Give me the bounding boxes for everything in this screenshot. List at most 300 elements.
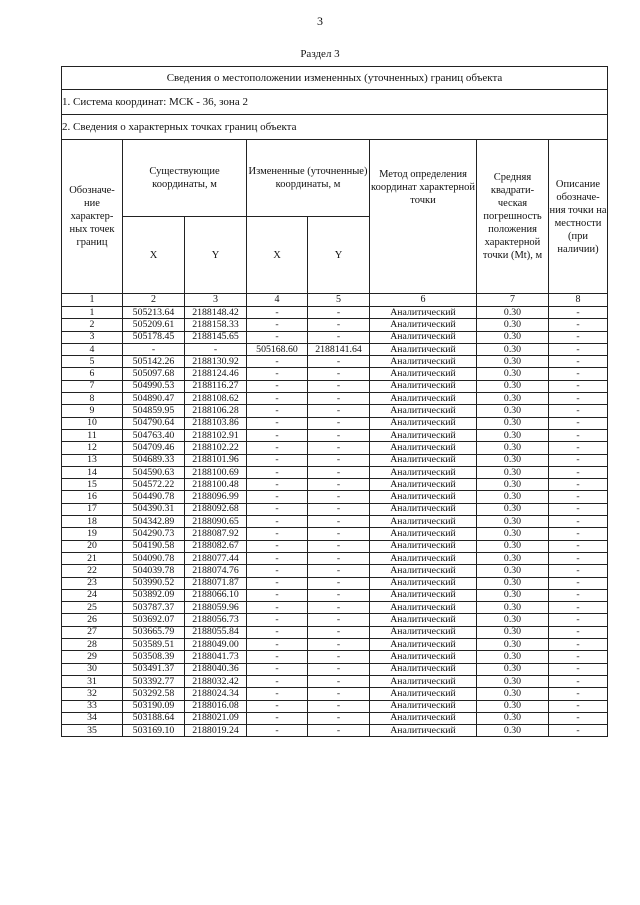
column-number: 5 (308, 294, 370, 307)
cell-changed-x: - (247, 393, 308, 405)
table-row (62, 626, 608, 638)
cell-existing-y: 2188074.76 (185, 565, 247, 577)
cell-existing-x: 504090.78 (123, 552, 185, 564)
cell-changed-y: - (308, 639, 370, 651)
cell-description: - (549, 356, 608, 368)
cell-method: Аналитический (370, 700, 477, 712)
cell-point-number: 2 (62, 319, 123, 331)
cell-description: - (549, 516, 608, 528)
cell-description: - (549, 602, 608, 614)
cell-changed-x: - (247, 577, 308, 589)
column-number: 3 (185, 294, 247, 307)
cell-existing-y: 2188082.67 (185, 540, 247, 552)
cell-description: - (549, 417, 608, 429)
cell-point-number: 10 (62, 417, 123, 429)
cell-description: - (549, 614, 608, 626)
table-row (62, 307, 608, 319)
cell-changed-y: - (308, 393, 370, 405)
cell-mean-error: 0.30 (477, 602, 549, 614)
cell-changed-x: - (247, 356, 308, 368)
cell-method: Аналитический (370, 602, 477, 614)
cell-existing-y: 2188106.28 (185, 405, 247, 417)
cell-changed-x: - (247, 552, 308, 564)
cell-existing-x: 505178.45 (123, 331, 185, 343)
cell-method: Аналитический (370, 577, 477, 589)
cell-point-number: 5 (62, 356, 123, 368)
cell-mean-error: 0.30 (477, 491, 549, 503)
cell-existing-y: 2188032.42 (185, 675, 247, 687)
cell-existing-y: 2188040.36 (185, 663, 247, 675)
cell-point-number: 21 (62, 552, 123, 564)
table-row (62, 589, 608, 601)
cell-description: - (549, 651, 608, 663)
cell-point-number: 4 (62, 343, 123, 355)
cell-mean-error: 0.30 (477, 319, 549, 331)
cell-description: - (549, 466, 608, 478)
cell-existing-x: 504390.31 (123, 503, 185, 515)
cell-changed-y: - (308, 577, 370, 589)
cell-existing-x: 503787.37 (123, 602, 185, 614)
cell-changed-x: - (247, 380, 308, 392)
cell-mean-error: 0.30 (477, 356, 549, 368)
cell-existing-y: 2188108.62 (185, 393, 247, 405)
cell-mean-error: 0.30 (477, 479, 549, 491)
table-row (62, 368, 608, 380)
cell-description: - (549, 626, 608, 638)
cell-existing-y: 2188049.00 (185, 639, 247, 651)
cell-point-number: 7 (62, 380, 123, 392)
cell-mean-error: 0.30 (477, 417, 549, 429)
cell-point-number: 13 (62, 454, 123, 466)
cell-changed-y: - (308, 417, 370, 429)
cell-method: Аналитический (370, 725, 477, 737)
cell-changed-x: 505168.60 (247, 343, 308, 355)
cell-changed-x: - (247, 614, 308, 626)
cell-changed-x: - (247, 528, 308, 540)
cell-mean-error: 0.30 (477, 429, 549, 441)
cell-changed-x: - (247, 663, 308, 675)
cell-changed-x: - (247, 516, 308, 528)
header-point-designation: Обозначе-ние характер-ных точек границ (62, 140, 123, 294)
table-row (62, 503, 608, 515)
cell-mean-error: 0.30 (477, 651, 549, 663)
table-row (62, 319, 608, 331)
cell-changed-y: - (308, 380, 370, 392)
cell-existing-x: 504763.40 (123, 429, 185, 441)
cell-changed-y: - (308, 663, 370, 675)
table-row (62, 688, 608, 700)
cell-existing-x: 503692.07 (123, 614, 185, 626)
cell-point-number: 1 (62, 307, 123, 319)
column-number: 2 (123, 294, 185, 307)
cell-method: Аналитический (370, 393, 477, 405)
cell-changed-y: - (308, 516, 370, 528)
cell-existing-y: 2188148.42 (185, 307, 247, 319)
table-row (62, 651, 608, 663)
cell-description: - (549, 479, 608, 491)
cell-existing-x: 505142.26 (123, 356, 185, 368)
cell-existing-x: 504890.47 (123, 393, 185, 405)
cell-description: - (549, 319, 608, 331)
cell-method: Аналитический (370, 626, 477, 638)
cell-description: - (549, 663, 608, 675)
cell-changed-y: - (308, 429, 370, 441)
table-row (62, 393, 608, 405)
table-row (62, 491, 608, 503)
cell-mean-error: 0.30 (477, 393, 549, 405)
header-mean-error: Средняя квадрати-ческая погрешность положения характерной точки (Mt), м (477, 140, 549, 294)
cell-existing-x: 503665.79 (123, 626, 185, 638)
cell-changed-y: - (308, 454, 370, 466)
header-changed-y: Y (308, 217, 370, 294)
cell-mean-error: 0.30 (477, 442, 549, 454)
cell-existing-x: 503589.51 (123, 639, 185, 651)
table-row (62, 380, 608, 392)
boundary-points-table (61, 66, 608, 737)
table-row (62, 700, 608, 712)
table-row (62, 343, 608, 355)
cell-existing-x: 503169.10 (123, 725, 185, 737)
cell-mean-error: 0.30 (477, 405, 549, 417)
cell-method: Аналитический (370, 343, 477, 355)
cell-changed-y: 2188141.64 (308, 343, 370, 355)
table-row (62, 429, 608, 441)
cell-existing-x: 503188.64 (123, 712, 185, 724)
cell-changed-x: - (247, 651, 308, 663)
cell-method: Аналитический (370, 663, 477, 675)
cell-point-number: 30 (62, 663, 123, 675)
table-row (62, 417, 608, 429)
cell-changed-x: - (247, 454, 308, 466)
cell-method: Аналитический (370, 614, 477, 626)
cell-changed-y: - (308, 565, 370, 577)
cell-method: Аналитический (370, 491, 477, 503)
cell-method: Аналитический (370, 565, 477, 577)
cell-existing-y: 2188158.33 (185, 319, 247, 331)
cell-changed-x: - (247, 700, 308, 712)
cell-description: - (549, 589, 608, 601)
table-row (62, 331, 608, 343)
cell-description: - (549, 540, 608, 552)
column-number: 6 (370, 294, 477, 307)
cell-description: - (549, 393, 608, 405)
cell-changed-y: - (308, 688, 370, 700)
cell-description: - (549, 675, 608, 687)
cell-changed-x: - (247, 602, 308, 614)
cell-method: Аналитический (370, 466, 477, 478)
cell-mean-error: 0.30 (477, 688, 549, 700)
cell-method: Аналитический (370, 380, 477, 392)
cell-description: - (549, 688, 608, 700)
cell-method: Аналитический (370, 712, 477, 724)
cell-mean-error: 0.30 (477, 626, 549, 638)
cell-changed-y: - (308, 491, 370, 503)
cell-existing-x: 505213.64 (123, 307, 185, 319)
cell-existing-x: 505209.61 (123, 319, 185, 331)
column-number: 4 (247, 294, 308, 307)
cell-point-number: 26 (62, 614, 123, 626)
cell-changed-y: - (308, 319, 370, 331)
cell-changed-y: - (308, 552, 370, 564)
cell-changed-x: - (247, 565, 308, 577)
cell-point-number: 9 (62, 405, 123, 417)
cell-method: Аналитический (370, 454, 477, 466)
cell-mean-error: 0.30 (477, 712, 549, 724)
table-row (62, 725, 608, 737)
header-existing-y: Y (185, 217, 247, 294)
cell-description: - (549, 503, 608, 515)
cell-existing-x: 503491.37 (123, 663, 185, 675)
cell-changed-x: - (247, 417, 308, 429)
cell-existing-y: 2188077.44 (185, 552, 247, 564)
cell-point-number: 16 (62, 491, 123, 503)
cell-description: - (549, 368, 608, 380)
cell-mean-error: 0.30 (477, 565, 549, 577)
cell-existing-x: - (123, 343, 185, 355)
cell-changed-y: - (308, 712, 370, 724)
cell-existing-y: 2188130.92 (185, 356, 247, 368)
table-row (62, 577, 608, 589)
table-row (62, 540, 608, 552)
cell-changed-x: - (247, 307, 308, 319)
cell-existing-x: 504342.89 (123, 516, 185, 528)
cell-point-number: 29 (62, 651, 123, 663)
cell-method: Аналитический (370, 688, 477, 700)
cell-changed-x: - (247, 442, 308, 454)
cell-changed-y: - (308, 626, 370, 638)
cell-description: - (549, 454, 608, 466)
cell-method: Аналитический (370, 675, 477, 687)
cell-point-number: 6 (62, 368, 123, 380)
points-heading: 2. Сведения о характерных точках границ объекта (62, 115, 608, 140)
cell-existing-y: 2188102.91 (185, 429, 247, 441)
table-row (62, 466, 608, 478)
cell-changed-x: - (247, 626, 308, 638)
cell-point-number: 14 (62, 466, 123, 478)
cell-point-number: 34 (62, 712, 123, 724)
cell-existing-y: 2188090.65 (185, 516, 247, 528)
cell-changed-y: - (308, 442, 370, 454)
cell-mean-error: 0.30 (477, 466, 549, 478)
cell-existing-y: 2188100.69 (185, 466, 247, 478)
cell-description: - (549, 429, 608, 441)
table-row (62, 712, 608, 724)
cell-method: Аналитический (370, 368, 477, 380)
cell-method: Аналитический (370, 589, 477, 601)
cell-changed-y: - (308, 528, 370, 540)
cell-point-number: 18 (62, 516, 123, 528)
cell-changed-x: - (247, 479, 308, 491)
section-label: Раздел 3 (300, 48, 340, 60)
cell-changed-y: - (308, 331, 370, 343)
cell-point-number: 11 (62, 429, 123, 441)
table-row (62, 356, 608, 368)
cell-changed-x: - (247, 466, 308, 478)
cell-changed-x: - (247, 639, 308, 651)
cell-existing-y: 2188019.24 (185, 725, 247, 737)
cell-method: Аналитический (370, 516, 477, 528)
cell-existing-y: 2188066.10 (185, 589, 247, 601)
cell-changed-y: - (308, 307, 370, 319)
cell-changed-x: - (247, 405, 308, 417)
cell-existing-x: 503292.58 (123, 688, 185, 700)
cell-point-number: 31 (62, 675, 123, 687)
cell-description: - (549, 343, 608, 355)
cell-existing-y: 2188092.68 (185, 503, 247, 515)
cell-method: Аналитический (370, 528, 477, 540)
cell-mean-error: 0.30 (477, 725, 549, 737)
cell-changed-y: - (308, 356, 370, 368)
table-row (62, 565, 608, 577)
cell-method: Аналитический (370, 479, 477, 491)
cell-existing-x: 504990.53 (123, 380, 185, 392)
cell-method: Аналитический (370, 319, 477, 331)
cell-point-number: 8 (62, 393, 123, 405)
cell-existing-x: 503508.39 (123, 651, 185, 663)
table-row (62, 552, 608, 564)
cell-description: - (549, 331, 608, 343)
cell-mean-error: 0.30 (477, 528, 549, 540)
cell-existing-y: 2188145.65 (185, 331, 247, 343)
table-row (62, 454, 608, 466)
cell-existing-x: 504572.22 (123, 479, 185, 491)
cell-changed-y: - (308, 602, 370, 614)
cell-existing-y: 2188041.73 (185, 651, 247, 663)
cell-existing-y: 2188059.96 (185, 602, 247, 614)
cell-method: Аналитический (370, 405, 477, 417)
cell-point-number: 27 (62, 626, 123, 638)
cell-existing-x: 505097.68 (123, 368, 185, 380)
cell-existing-x: 503392.77 (123, 675, 185, 687)
cell-changed-x: - (247, 540, 308, 552)
cell-mean-error: 0.30 (477, 639, 549, 651)
cell-mean-error: 0.30 (477, 380, 549, 392)
page-number: 3 (317, 14, 323, 28)
cell-mean-error: 0.30 (477, 368, 549, 380)
cell-point-number: 17 (62, 503, 123, 515)
cell-method: Аналитический (370, 442, 477, 454)
cell-mean-error: 0.30 (477, 589, 549, 601)
cell-mean-error: 0.30 (477, 307, 549, 319)
cell-point-number: 33 (62, 700, 123, 712)
table-title: Сведения о местоположении измененных (уточненных) границ объекта (62, 67, 608, 90)
cell-description: - (549, 712, 608, 724)
cell-method: Аналитический (370, 552, 477, 564)
column-number: 1 (62, 294, 123, 307)
cell-changed-y: - (308, 700, 370, 712)
table-row (62, 602, 608, 614)
cell-existing-y: 2188024.34 (185, 688, 247, 700)
cell-point-number: 12 (62, 442, 123, 454)
cell-description: - (549, 405, 608, 417)
cell-changed-x: - (247, 319, 308, 331)
cell-mean-error: 0.30 (477, 614, 549, 626)
cell-existing-x: 504709.46 (123, 442, 185, 454)
cell-existing-y: 2188087.92 (185, 528, 247, 540)
cell-description: - (549, 442, 608, 454)
cell-existing-x: 504490.78 (123, 491, 185, 503)
table-row (62, 663, 608, 675)
table-row (62, 516, 608, 528)
cell-changed-y: - (308, 405, 370, 417)
coordinate-system: 1. Система координат: МСК - 36, зона 2 (62, 90, 608, 115)
cell-mean-error: 0.30 (477, 675, 549, 687)
cell-existing-y: 2188101.96 (185, 454, 247, 466)
table-row (62, 442, 608, 454)
cell-changed-x: - (247, 368, 308, 380)
cell-existing-y: 2188102.22 (185, 442, 247, 454)
cell-mean-error: 0.30 (477, 577, 549, 589)
cell-existing-y: 2188124.46 (185, 368, 247, 380)
cell-existing-x: 504190.58 (123, 540, 185, 552)
cell-existing-x: 504590.63 (123, 466, 185, 478)
cell-method: Аналитический (370, 429, 477, 441)
cell-point-number: 23 (62, 577, 123, 589)
cell-existing-x: 503190.09 (123, 700, 185, 712)
cell-point-number: 25 (62, 602, 123, 614)
header-existing-coords: Существующие координаты, м (123, 140, 247, 217)
table-row (62, 479, 608, 491)
cell-description: - (549, 528, 608, 540)
cell-changed-x: - (247, 491, 308, 503)
cell-existing-x: 504790.64 (123, 417, 185, 429)
header-changed-coords: Измененные (уточненные) координаты, м (247, 140, 370, 217)
cell-changed-x: - (247, 331, 308, 343)
cell-description: - (549, 307, 608, 319)
cell-changed-y: - (308, 466, 370, 478)
cell-description: - (549, 552, 608, 564)
table-row (62, 405, 608, 417)
cell-existing-x: 504689.33 (123, 454, 185, 466)
cell-mean-error: 0.30 (477, 516, 549, 528)
cell-changed-y: - (308, 725, 370, 737)
cell-changed-x: - (247, 429, 308, 441)
table-row (62, 639, 608, 651)
cell-point-number: 24 (62, 589, 123, 601)
cell-changed-x: - (247, 503, 308, 515)
table-row (62, 614, 608, 626)
header-description: Описание обозначе-ния точки на местности (при наличии) (549, 140, 608, 294)
cell-method: Аналитический (370, 651, 477, 663)
cell-changed-y: - (308, 589, 370, 601)
cell-description: - (549, 639, 608, 651)
cell-mean-error: 0.30 (477, 700, 549, 712)
cell-point-number: 32 (62, 688, 123, 700)
cell-existing-y: 2188103.86 (185, 417, 247, 429)
cell-changed-y: - (308, 368, 370, 380)
cell-existing-y: 2188016.08 (185, 700, 247, 712)
cell-existing-y: 2188116.27 (185, 380, 247, 392)
cell-method: Аналитический (370, 331, 477, 343)
cell-existing-x: 504290.73 (123, 528, 185, 540)
cell-changed-y: - (308, 614, 370, 626)
cell-point-number: 15 (62, 479, 123, 491)
cell-description: - (549, 725, 608, 737)
cell-mean-error: 0.30 (477, 663, 549, 675)
cell-method: Аналитический (370, 417, 477, 429)
cell-changed-x: - (247, 675, 308, 687)
table-body (62, 307, 608, 737)
cell-method: Аналитический (370, 540, 477, 552)
cell-description: - (549, 577, 608, 589)
cell-existing-x: 503990.52 (123, 577, 185, 589)
cell-description: - (549, 491, 608, 503)
header-method: Метод определения координат характерной точки (370, 140, 477, 294)
column-number-row (62, 294, 608, 307)
cell-point-number: 28 (62, 639, 123, 651)
header-changed-x: X (247, 217, 308, 294)
cell-method: Аналитический (370, 307, 477, 319)
